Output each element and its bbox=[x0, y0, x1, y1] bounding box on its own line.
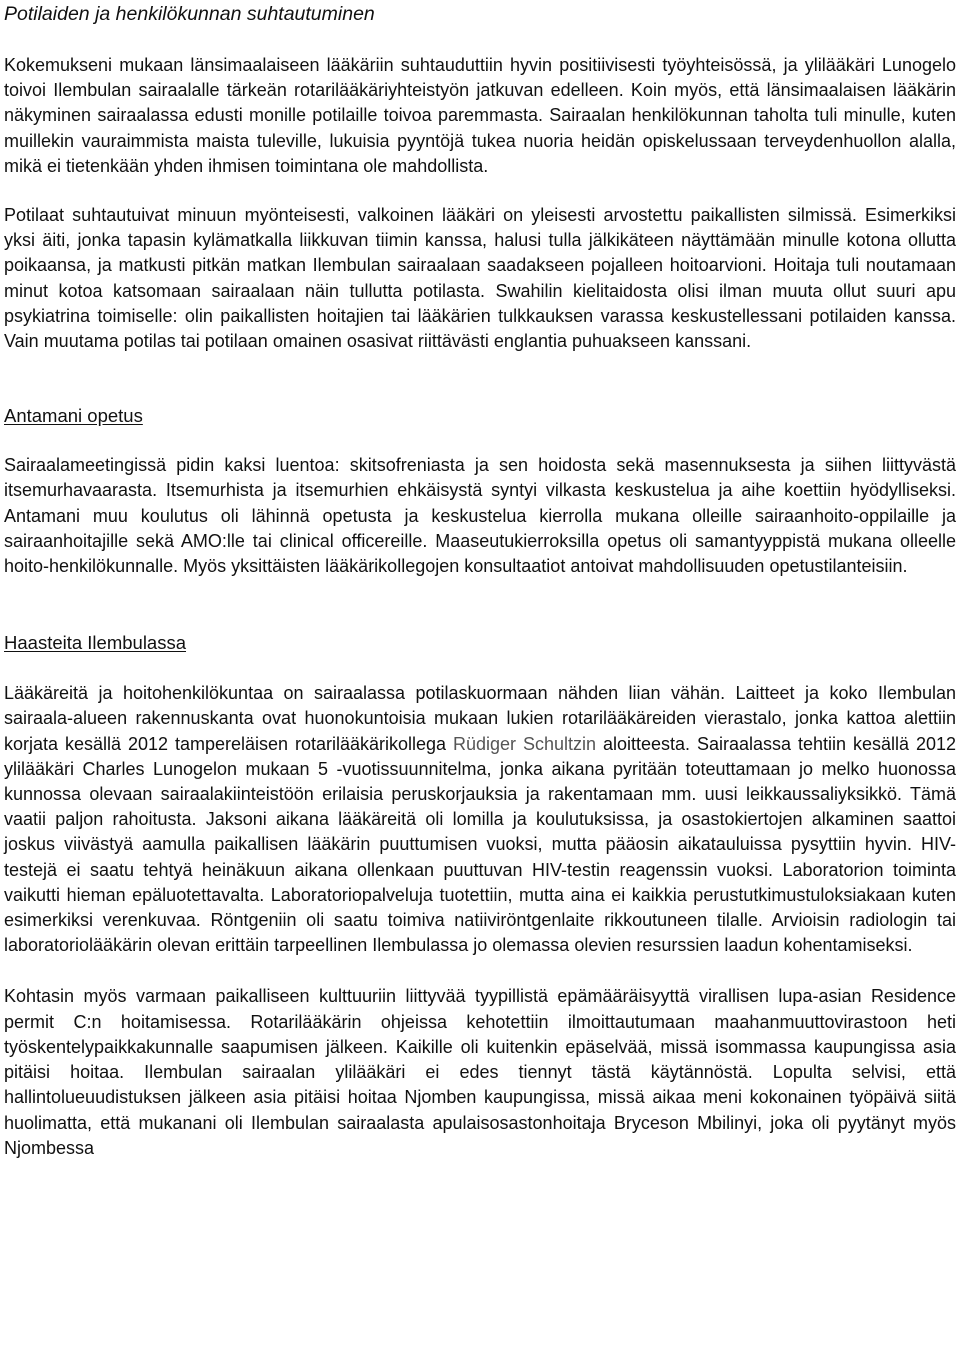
page-title: Potilaiden ja henkilökunnan suhtautuminen bbox=[4, 3, 375, 25]
paragraph-challenges-text-2: aloitteesta. Sairaalassa tehtiin kesällä 2012 ylilääkäri Charles Lunogelon mukaan 5 -vuotissuunnitelma, jonka aikana pyritään toteuttamaan jo melko huonossa kunnossa olevaan sairaalakiinteistöön erilaisia peruskorjauksia ja rakentamaan mm. uusi leikkaussaliyksikkö. Tämä vaatii paljon rahoitusta. Jaksoni aikana lääkäreitä oli lomilla ja koulutuksissa, ja osastokiertojen alkaminen saattoi joskus viivästyä aamulla paikallisen lääkärin puuttumisen vuoksi, mutta pääosin aikatauluissa pysyttiin hyvin. HIV-testejä ei saatu tehtyä heinäkuun aikana ollenkaan puuttuvan HIV-testin reagenssin vuoksi. Laboratorion toiminta vaikutti hieman epäluotettavalta. Laboratoriopalveluja tuotettiin, mutta aina ei kaikkia perustutkimustuloksiakaan kuten esimerkiksi verenkuvaa. Röntgeniin oli saatu toimiva natiiviröntgenlaite rikkoutuneen tilalle. Arvioisin radiologin tai laboratoriolääkärin olevan erittäin tarpeellinen Ilembulassa jo olemassa olevien resurssien laadun kohentamiseksi. bbox=[4, 733, 957, 956]
section-heading-teaching: Antamani opetus bbox=[4, 405, 143, 427]
person-link[interactable]: Rüdiger Schultzin bbox=[453, 733, 597, 754]
paragraph-residence-permit: Kohtasin myös varmaan paikalliseen kulttuuriin liittyvää tyypillistä epämääräisyyttä virallisen lupa-asian Residence permit C:n hoitamisessa. Rotarilääkärin ohjeissa kehotettiin ilmoittautumaan maahanmuuttovirastoon heti työskentelypaikkakunnalle saapumisen jälkeen. Kaikille oli kuitenkin epäselvää, missä isommassa kaupungissa asia pitäisi hoitaa. Ilembulan sairaalan ylilääkäri ei edes tiennyt tästä käytännöstä. Lopulta selvisi, että hallintolueuudistuksen jälkeen asia pitäisi hoitaa Njomben kaupungissa, missä aikaa meni kokonainen työpäivä siitä huolimatta, että mukanani oli Ilembulan sairaalasta apulaisosastonhoitaja Bryceson Mbilinyi, joka oli pyytänyt myös Njombessa bbox=[4, 986, 956, 1158]
paragraph-challenges-text-1: Lääkäreitä ja hoitohenkilökuntaa on sairaalassa potilaskuormaan nähden liian vähän. Laitteet ja koko Ilembulan sairaala-alueen rakennuskanta ovat huonokuntoisia mukaan lukien rotarilääkäreiden vierastalo, jonka kattoa alettiin korjata kesällä 2012 tampereläisen rotarilääkärikollega bbox=[4, 683, 956, 754]
section-heading-challenges: Haasteita Ilembulassa bbox=[4, 632, 187, 654]
paragraph-attitudes-staff: Kokemukseni mukaan länsimaalaiseen lääkäriin suhtauduttiin hyvin positiivisesti työyhteisössä, ja ylilääkäri Lunogelo toivoi Ilembulan sairaalalle tärkeän rotarilääkäriyhteistyön jatkuvan edelleen. Koin myös, että länsimaalaisen lääkärin näkyminen sairaalassa edusti monille potilaille toivoa paremmasta. Sairaalan henkilökunnan taholta tuli minulle, kuten muillekin vauraimmista maista tuleville, lukuisia pyyntöjä tukea nuoria heidän opiskelussaan terveydenhuollon alalla, mikä ei tietenkään yhden ihmisen toimintana ole mahdollista. bbox=[4, 55, 956, 176]
paragraph-challenges bbox=[4, 681, 956, 958]
document-page bbox=[4, 0, 956, 1161]
paragraph-attitudes-patients: Potilaat suhtautuivat minuun myönteisesti, valkoinen lääkäri on yleisesti arvostettu paikallisten silmissä. Esimerkiksi yksi äiti, jonka tapasin kylämatkalla liikkuvan tiimin kanssa, halusi tulla jälkikäteen näyttämään minulle kotona ollutta poikaansa, ja matkusti pitkän matkan Ilembulan sairaalaan saadakseen pojalleen hoitoarvioni. Hoitaja tuli noutamaan minut kotoa katsomaan sairaalaan näin tullutta potilasta. Swahilin kielitaidosta olisi ilman muuta ollut suuri apu psykiatrina toimiselle: olin paikallisten hoitajien tai lääkärien tulkkauksen varassa keskustellessani potilaiden kanssa. Vain muutama potilas tai potilaan omainen osasivat riittävästi englantia puhuakseen kanssani. bbox=[4, 205, 956, 352]
paragraph-teaching: Sairaalameetingissä pidin kaksi luentoa: skitsofreniasta ja sen hoidosta sekä masennuksesta ja siihen liittyvästä itsemurhavaarasta. Itsemurhista ja itsemurhien ehkäisystä syntyi vilkasta keskustelua ja aihe koettiin hyödylliseksi. Antamani muu koulutus oli lähinnä opetusta ja keskustelua kierrolla mukana olleille sairaanhoito-oppilaille ja sairaanhoitajille sekä AMO:lle tai clinical officereille. Maaseutukierroksilla opetus oli samantyyppistä mukana olleelle hoito-henkilökunnalle. Myös yksittäisten lääkärikollegojen konsultaatiot antoivat mahdollisuuden opetustilanteisiin. bbox=[4, 455, 956, 577]
